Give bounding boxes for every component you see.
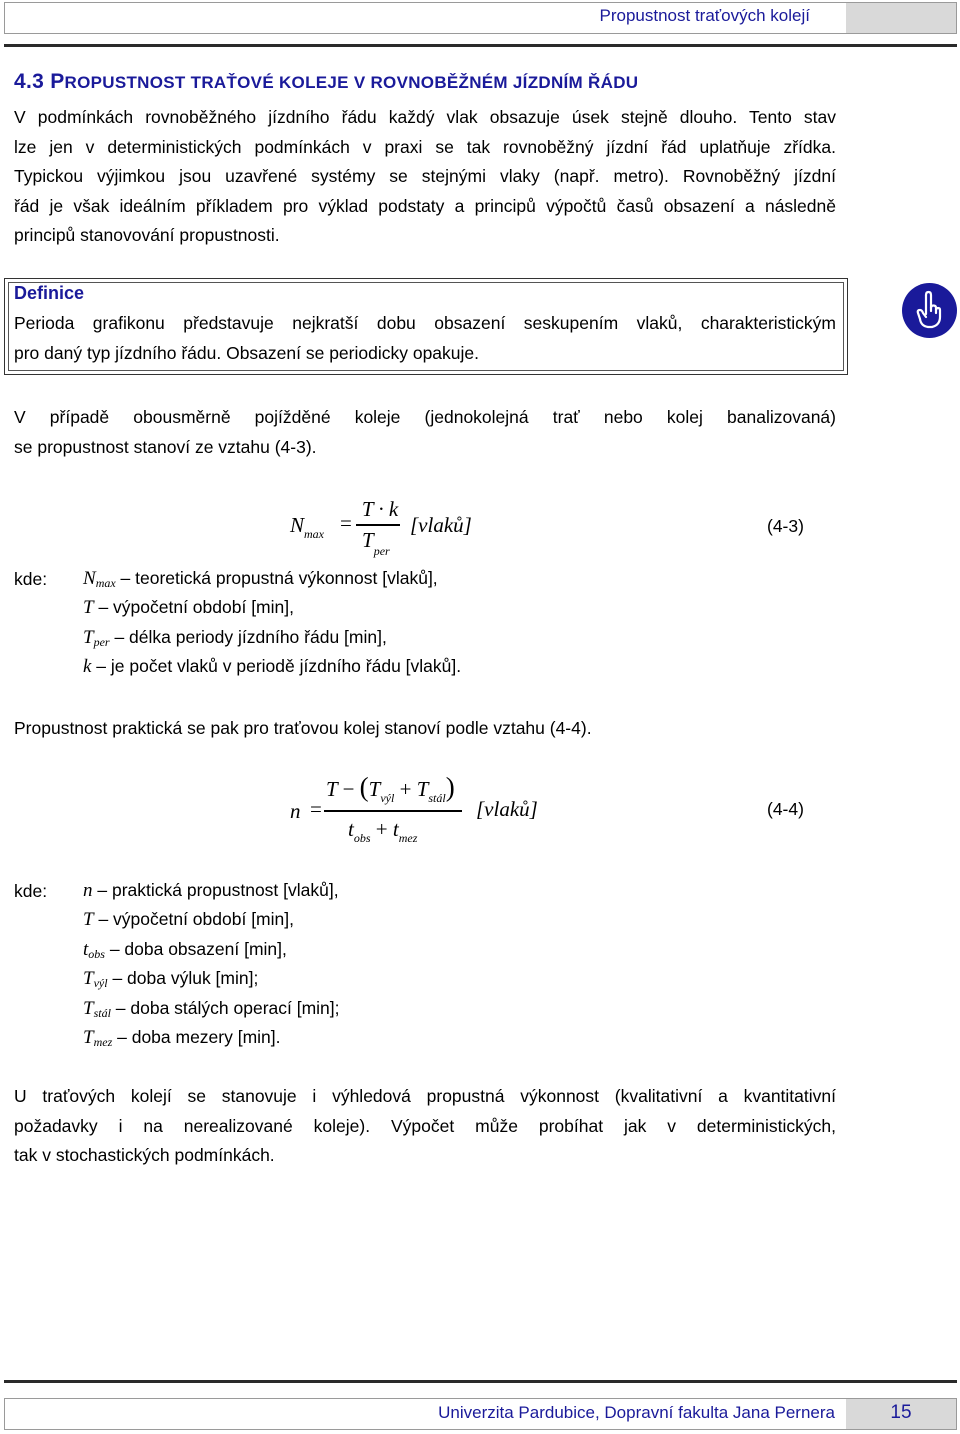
header-rule bbox=[4, 44, 957, 47]
intro-paragraph bbox=[14, 103, 836, 251]
header-gray-box bbox=[846, 3, 956, 33]
intro-line: Typickou výjimkou jsou uzavřené systémy se stejnými vlaky (např. metro). Rovnoběžný jízdní bbox=[14, 166, 836, 186]
where-item: tobs – doba obsazení [min], bbox=[83, 939, 287, 961]
paragraph-4-line: U traťových kolejí se stanovuje i výhledová propustná výkonnost (kvalitativní a kvantitativní bbox=[14, 1086, 836, 1106]
paragraph-4 bbox=[14, 1082, 836, 1171]
formula-4-4-unit: [vlaků] bbox=[476, 797, 538, 821]
paragraph-4-line: požadavky i na nerealizované koleje). Výpočet může probíhat jak v deterministických, bbox=[14, 1115, 836, 1136]
where-item: T – výpočetní období [min], bbox=[83, 597, 294, 618]
where-item: Tstál – doba stálých operací [min]; bbox=[83, 998, 340, 1020]
paragraph-2-line: se propustnost stanoví ze vztahu (4-3). bbox=[14, 436, 317, 457]
where-item: n – praktická propustnost [vlaků], bbox=[83, 880, 339, 901]
formula-4-4-lhs: n bbox=[290, 799, 301, 823]
formula-4-3-unit: [vlaků] bbox=[410, 513, 472, 537]
intro-line: lze jen v deterministických podmínkách v praxi se tak rovnoběžný jízdní řád uplatňuje zřídka. bbox=[14, 136, 836, 157]
formula-4-4-numerator: $T - (T_{výl} + T_{stál})$ bbox=[326, 772, 455, 805]
formula-4-3-number: (4-3) bbox=[767, 516, 804, 536]
where-label-2: kde: bbox=[14, 881, 48, 901]
where-item: Nmax – teoretická propustná výkonnost [vlaků], bbox=[83, 568, 438, 590]
where-item: Tper – délka periody jízdního řádu [min], bbox=[83, 627, 387, 649]
formula-4-3-numerator: T · k bbox=[361, 497, 399, 521]
section-heading bbox=[14, 70, 638, 94]
paragraph-2-line: V případě obousměrně pojížděné koleje (jednokolejná trať nebo kolej banalizovaná) bbox=[14, 407, 836, 427]
formula-4-3-equals: = bbox=[340, 511, 352, 535]
definition-line: Perioda grafikonu představuje nejkratší dobu obsazení seskupením vlaků, charakteristickým bbox=[14, 313, 836, 333]
paragraph-4-line: tak v stochastických podmínkách. bbox=[14, 1145, 275, 1165]
section-title-cap: P bbox=[50, 70, 65, 93]
intro-line: řád je však ideálním příkladem pro výklad podstaty a principů výpočtů časů obsazení a následně bbox=[14, 195, 836, 216]
paragraph-3-line: Propustnost praktická se pak pro traťovou kolej stanoví podle vztahu (4-4). bbox=[14, 718, 592, 738]
formula-4-4-denominator: $t_{obs} + t_{mez}$ bbox=[348, 817, 418, 845]
intro-line: principů stanovování propustnosti. bbox=[14, 225, 280, 245]
where-item: T – výpočetní období [min], bbox=[83, 909, 294, 930]
section-title-rest: ROPUSTNOST TRAŤOVÉ KOLEJE V ROVNOBĚŽNÉM JÍZDNÍM ŘÁDU bbox=[64, 73, 639, 92]
header-title: Propustnost traťových kolejí bbox=[599, 6, 810, 25]
where-item: Tmez – doba mezery [min]. bbox=[83, 1027, 281, 1049]
definition-title: Definice bbox=[14, 283, 85, 303]
section-number: 4.3 bbox=[14, 70, 45, 93]
intro-line: V podmínkách rovnoběžného jízdního řádu každý vlak obsazuje úsek stejně dlouho. Tento stav bbox=[14, 107, 836, 127]
definition-line: pro daný typ jízdního řádu. Obsazení se periodicky opakuje. bbox=[14, 342, 479, 363]
page-number: 15 bbox=[890, 1402, 912, 1423]
footer-rule bbox=[4, 1380, 957, 1383]
where-item: k – je počet vlaků v periodě jízdního řádu [vlaků]. bbox=[83, 656, 462, 677]
formula-4-4-number: (4-4) bbox=[767, 799, 804, 819]
header-frame bbox=[4, 2, 957, 34]
paragraph-3 bbox=[14, 714, 836, 744]
definition-text bbox=[14, 309, 836, 368]
pointing-hand-icon bbox=[902, 283, 957, 338]
formula-4-3-fraction-bar bbox=[356, 524, 400, 526]
paragraph-2 bbox=[14, 403, 836, 462]
formula-4-3-denominator: $T_{per}$ bbox=[362, 528, 390, 558]
formula-4-4-fraction-bar bbox=[324, 810, 462, 812]
footer-text: Univerzita Pardubice, Dopravní fakulta Jana Pernera bbox=[438, 1403, 835, 1422]
where-item: Tvýl – doba výluk [min]; bbox=[83, 968, 259, 990]
formula-4-3-lhs: $N_{max}$ bbox=[290, 513, 325, 541]
formula-4-4-equals: = bbox=[310, 797, 322, 821]
where-label-1: kde: bbox=[14, 569, 48, 589]
